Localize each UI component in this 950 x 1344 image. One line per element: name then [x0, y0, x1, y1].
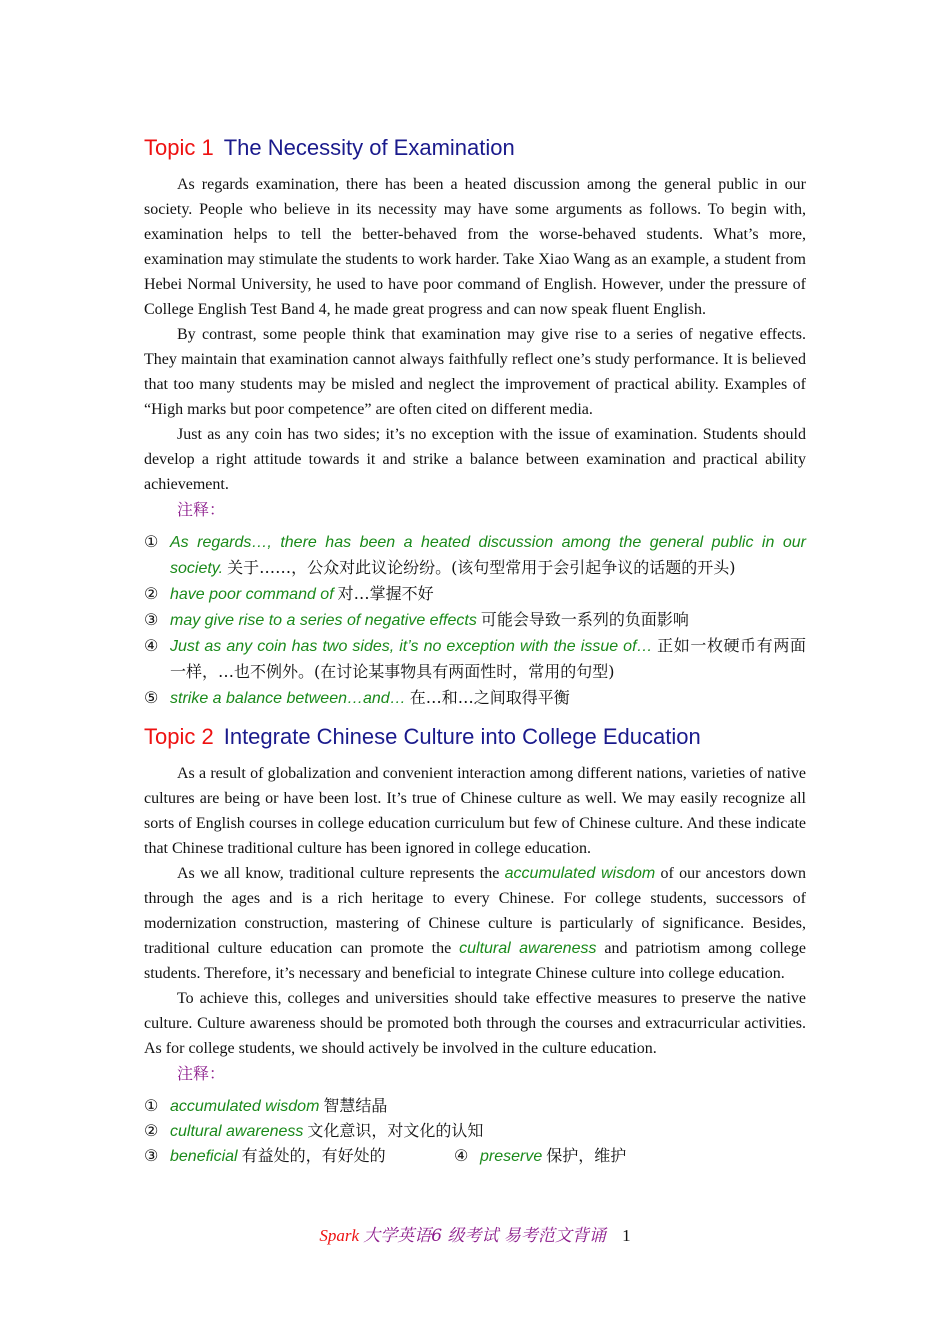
note-meaning: 有益处的，有好处的: [241, 1148, 386, 1165]
topic-2-paragraph-1: As a result of globalization and convenient interaction among different nations, varieties of native cultures are being or have been lost. It’s true of Chinese culture as well. We may easily recognize all sorts of English courses in college education curriculum but few of Chinese culture. And these indicate that Chinese traditional culture has been ignored in college education.: [144, 765, 806, 857]
topic-1-note-4: [144, 633, 806, 685]
note-phrase: have poor command of: [170, 586, 334, 603]
note-meaning: 对…掌握不好: [337, 584, 434, 603]
topic-2-number: Topic 2: [144, 724, 214, 749]
note-meaning: 在…和…之间取得平衡: [409, 688, 570, 707]
note-meaning: 文化意识，对文化的认知: [307, 1123, 484, 1140]
highlight-phrase: cultural awareness: [459, 940, 597, 957]
note-phrase: beneficial: [170, 1148, 238, 1165]
topic-1-paragraph-3: Just as any coin has two sides; it’s no exception with the issue of examination. Students should develop a right attitude towards it and strike a balance between examination and practical ability achievement.: [144, 426, 806, 493]
topic-1-paragraph-1: As regards examination, there has been a heated discussion among the general public in our society. People who believe in its necessity may have some arguments as follows. To begin with, examination helps to tell the better-behaved from the worse-behaved students. What’s more, examination may stimulate the students to work harder. Take Xiao Wang as an example, a student from Hebei Normal University, he used to have poor command of English. However, under the pressure of College English Test Band 4, he made great progress and can now speak fluent English.: [144, 176, 806, 318]
note-phrase: Just as any coin has two sides, it’s no exception with the issue of…: [170, 638, 653, 655]
topic-1-number: Topic 1: [144, 135, 214, 160]
note-number: ①: [144, 1098, 159, 1115]
note-meaning: 正如一枚硬币有两面一样，…也不例外。(在讨论某事物具有两面性时，常用的句型): [170, 636, 806, 681]
page-number: 1: [622, 1226, 631, 1245]
note-number: ①: [144, 534, 159, 551]
note-number: ②: [144, 1123, 159, 1140]
topic-1-note-5: [144, 685, 806, 711]
note-phrase: may give rise to a series of negative effects: [170, 612, 477, 629]
paragraph-text: and patriotism among college students. Therefore, it’s necessary and beneficial to integrate Chinese culture into college education.: [144, 940, 806, 982]
paragraph-text: As we all know, traditional culture represents the: [177, 865, 505, 882]
note-number: ⑤: [144, 690, 159, 707]
note-phrase: As regards…, there has been a heated discussion among the general public in our society.: [170, 534, 806, 577]
topic-2-title: Integrate Chinese Culture into College Education: [223, 724, 701, 749]
topic-2-note-2: [144, 1119, 806, 1144]
topic-1-title: The Necessity of Examination: [223, 135, 515, 160]
topic-1-notes-label: 注释：: [177, 500, 226, 519]
note-phrase: cultural awareness: [170, 1123, 304, 1140]
topic-1-note-2: [144, 581, 806, 607]
topic-2-note-3-4: [144, 1144, 806, 1169]
topic-2-paragraph-3: To achieve this, colleges and universities should take effective measures to preserve the native culture. Culture awareness should be promoted both through the courses and extracurricular activities. As for college students, we should actively be involved in the culture education.: [144, 990, 806, 1057]
topic-1-heading: [144, 132, 806, 164]
note-number: ④: [144, 638, 159, 655]
topic-2-note-3: [144, 1144, 454, 1169]
note-meaning: 智慧结晶: [323, 1098, 388, 1115]
topic-2-note-1: [144, 1094, 806, 1119]
highlight-phrase: accumulated wisdom: [504, 865, 656, 882]
note-phrase: strike a balance between…and…: [170, 690, 406, 707]
note-number: ③: [144, 612, 159, 629]
note-number: ②: [144, 586, 159, 603]
note-phrase: accumulated wisdom: [170, 1098, 320, 1115]
paragraph-text: of our ancestors down through the ages and is a rich heritage to every Chinese. For college students, successors of modernization construction, mastering of Chinese culture is particularly of significance. Besides, traditional culture education can promote the: [144, 865, 806, 957]
topic-2-note-4: [454, 1148, 626, 1165]
topic-1-note-3: [144, 607, 806, 633]
footer-brand: Spark: [319, 1226, 360, 1245]
topic-1-note-1: [144, 530, 806, 581]
topic-2-paragraph-2: [144, 861, 806, 986]
topic-2-heading: [144, 721, 806, 753]
page-footer: [0, 1224, 950, 1248]
note-meaning: 保护，维护: [546, 1148, 627, 1165]
topic-2-notes-label: 注释：: [177, 1064, 226, 1083]
document-page: [144, 132, 806, 1169]
note-phrase: preserve: [480, 1148, 543, 1165]
note-number: ③: [144, 1148, 159, 1165]
note-meaning: 可能会导致一系列的负面影响: [480, 610, 689, 629]
note-meaning: 关于……，公众对此议论纷纷。(该句型常用于会引起争议的话题的开头): [227, 558, 736, 577]
note-number: ④: [454, 1148, 469, 1165]
footer-tagline: 大学英语6 级考试 易考范文背诵: [363, 1226, 606, 1246]
topic-1-paragraph-2: By contrast, some people think that examination may give rise to a series of negative effects. They maintain that examination cannot always faithfully reflect one’s study performance. It is believed that too many students may be misled and neglect the improvement of practical ability. Examples of “High marks but poor competence” are often cited on different media.: [144, 326, 806, 418]
